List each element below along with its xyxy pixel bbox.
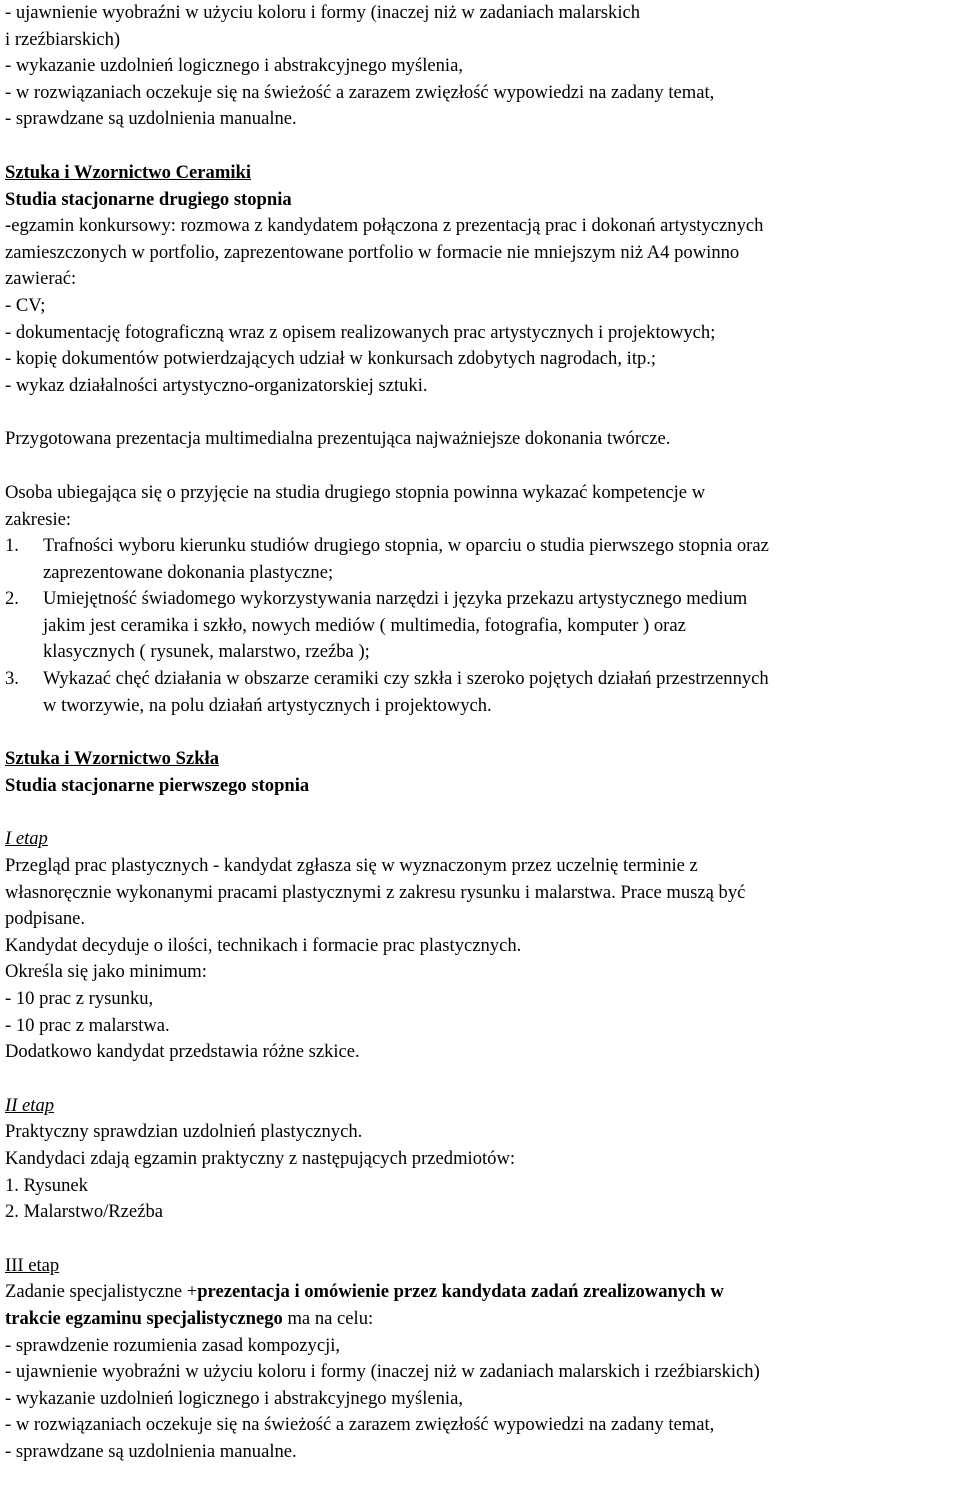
paragraph-line: Praktyczny sprawdzian uzdolnień plastycznych. — [5, 1121, 363, 1143]
paragraph-line — [5, 1306, 957, 1333]
section-title: Sztuka i Wzornictwo Szkła — [5, 748, 220, 770]
list-item: - sprawdzenie rozumienia zasad kompozycji, — [5, 1334, 341, 1356]
item-text: Trafności wyboru kierunku studiów drugiego stopnia, w oparciu o studia pierwszego stopnia oraz — [43, 535, 769, 557]
list-item: - dokumentację fotograficzną wraz z opisem realizowanych prac artystycznych i projektowych; — [5, 321, 716, 343]
section-szklo — [5, 746, 957, 1465]
paragraph-line: Kandydaci zdają egzamin praktyczny z następujących przedmiotów: — [5, 1147, 516, 1169]
bold-text-span: trakcie egzaminu specjalistycznego — [5, 1307, 283, 1329]
list-item: - ujawnienie wyobraźni w użyciu koloru i formy (inaczej niż w zadaniach malarskich — [5, 2, 641, 23]
numbered-item — [5, 533, 957, 586]
list-item: - wykazanie uzdolnień logicznego i abstrakcyjnego myślenia, — [5, 1387, 463, 1409]
paragraph-line: -egzamin konkursowy: rozmowa z kandydatem połączona z prezentacją prac i dokonań artystycznych — [5, 215, 764, 237]
item-text: jakim jest ceramika i szkło, nowych mediów ( multimedia, fotografia, komputer ) oraz — [43, 614, 686, 636]
list-item: 1. Rysunek — [5, 1174, 88, 1196]
list-item: - ujawnienie wyobraźni w użyciu koloru i formy (inaczej niż w zadaniach malarskich i rzeźbiarskich) — [5, 1361, 760, 1383]
section-title: Sztuka i Wzornictwo Ceramiki — [5, 161, 252, 183]
paragraph-line: Przegląd prac plastycznych - kandydat zgłasza się w wyznaczonym przez uczelnię terminie z — [5, 855, 698, 877]
numbered-item — [5, 586, 957, 666]
list-item: - wykaz działalności artystyczno-organizatorskiej sztuki. — [5, 374, 428, 396]
list-item: - 10 prac z rysunku, — [5, 988, 154, 1009]
paragraph-line: Osoba ubiegająca się o przyjęcie na studia drugiego stopnia powinna wykazać kompetencje w — [5, 481, 706, 503]
stage-heading: II etap — [5, 1094, 55, 1116]
stage-heading: III etap — [5, 1254, 60, 1276]
item-number: 2. — [5, 588, 19, 610]
paragraph-line: zakresie: — [5, 508, 72, 530]
paragraph-line: zamieszczonych w portfolio, zaprezentowane portfolio w formacie nie mniejszym niż A4 powinno — [5, 241, 740, 263]
list-item: - sprawdzane są uzdolnienia manualne. — [5, 1440, 297, 1462]
list-item: - sprawdzane są uzdolnienia manualne. — [5, 108, 297, 130]
item-number: 3. — [5, 668, 19, 690]
paragraph-line: Przygotowana prezentacja multimedialna prezentująca najważniejsze dokonania twórcze. — [5, 428, 671, 450]
item-text: zaprezentowane dokonania plastyczne; — [43, 561, 334, 583]
list-item: - kopię dokumentów potwierdzających udział w konkursach zdobytych nagrodach, itp.; — [5, 348, 657, 370]
paragraph-line: Dodatkowo kandydat przedstawia różne szkice. — [5, 1041, 360, 1063]
paragraph-line: Określa się jako minimum: — [5, 961, 207, 983]
list-item: - CV; — [5, 294, 46, 316]
section-ceramika — [5, 160, 957, 719]
item-text: klasycznych ( rysunek, malarstwo, rzeźba ); — [43, 641, 370, 663]
item-text: Umiejętność świadomego wykorzystywania narzędzi i języka przekazu artystycznego medium — [43, 588, 748, 610]
item-text: w tworzywie, na polu działań artystycznych i projektowych. — [43, 694, 492, 716]
numbered-item — [5, 666, 957, 719]
section-subtitle: Studia stacjonarne pierwszego stopnia — [5, 774, 310, 796]
section-subtitle: Studia stacjonarne drugiego stopnia — [5, 188, 292, 210]
item-number: 1. — [5, 535, 19, 557]
bold-text-span: prezentacja i omówienie przez kandydata zadań zrealizowanych w — [197, 1281, 724, 1303]
paragraph-line: Kandydat decyduje o ilości, technikach i formacie prac plastycznych. — [5, 934, 522, 956]
list-item: i rzeźbiarskich) — [5, 28, 121, 50]
list-item: - 10 prac z malarstwa. — [5, 1014, 170, 1036]
text-span: ma na celu: — [282, 1307, 374, 1329]
stage-heading: I etap — [5, 828, 48, 850]
paragraph-line: własnoręcznie wykonanymi pracami plastycznymi z zakresu rysunku i malarstwa. Prace muszą być — [5, 881, 746, 903]
top-list — [5, 0, 957, 133]
item-text: Wykazać chęć działania w obszarze ceramiki czy szkła i szeroko pojętych działań przestrzennych — [43, 668, 769, 690]
document-page — [5, 0, 957, 1466]
list-item: - w rozwiązaniach oczekuje się na świeżość a zarazem zwięzłość wypowiedzi na zadany temat, — [5, 81, 715, 103]
paragraph-line: podpisane. — [5, 908, 86, 930]
list-item: 2. Malarstwo/Rzeźba — [5, 1201, 163, 1223]
list-item: - wykazanie uzdolnień logicznego i abstrakcyjnego myślenia, — [5, 55, 463, 77]
text-span: Zadanie specjalistyczne + — [5, 1281, 198, 1303]
paragraph-line: zawierać: — [5, 268, 77, 290]
list-item: - w rozwiązaniach oczekuje się na świeżość a zarazem zwięzłość wypowiedzi na zadany temat, — [5, 1414, 715, 1436]
paragraph-line — [5, 1279, 957, 1306]
